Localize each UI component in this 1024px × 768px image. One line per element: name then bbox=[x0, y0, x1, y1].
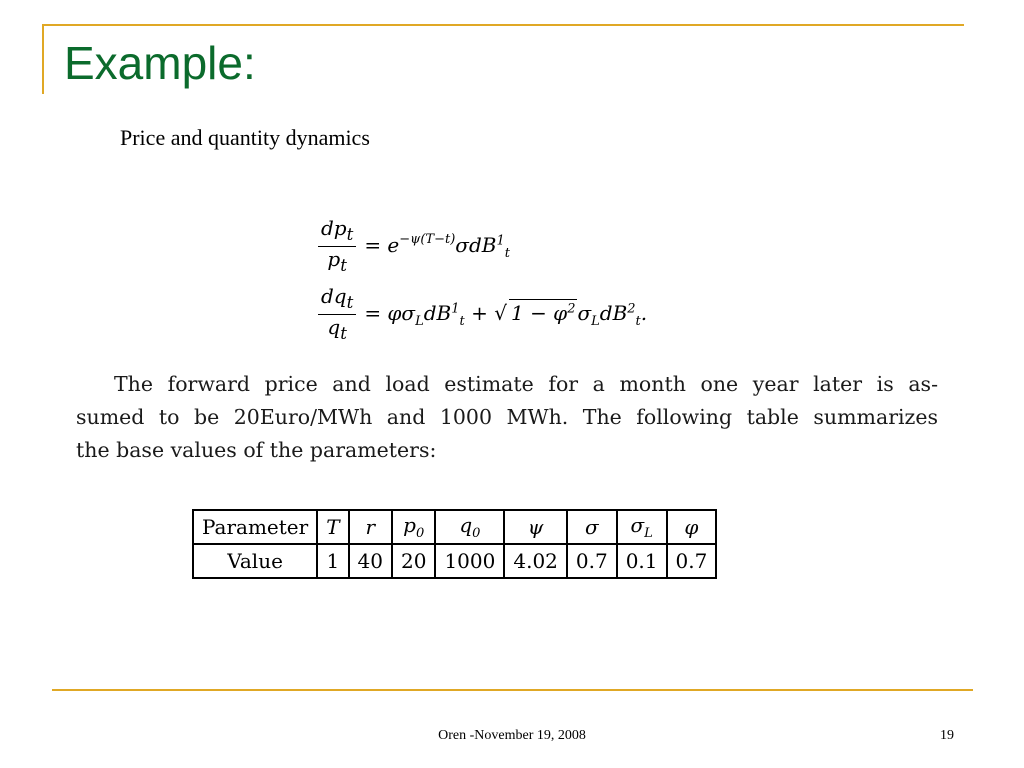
table-header-label: Parameter bbox=[193, 510, 317, 544]
table-header-row bbox=[193, 510, 716, 544]
description-paragraph bbox=[76, 368, 938, 467]
quantity-fraction: $\frac{dq_t}{q_t}$ bbox=[318, 284, 356, 345]
table-cell: ψ bbox=[504, 510, 567, 544]
table-value-row bbox=[193, 544, 716, 578]
price-fraction: $\frac{dp_t}{p_t}$ bbox=[318, 216, 356, 277]
table-cell: $\sigma_L$ bbox=[617, 510, 667, 544]
table-cell: 20 bbox=[392, 544, 435, 578]
table-cell: φ bbox=[667, 510, 717, 544]
table-cell: 0.7 bbox=[567, 544, 617, 578]
equation-price bbox=[318, 212, 647, 280]
table-cell: T bbox=[317, 510, 348, 544]
slide-title: Example: bbox=[64, 37, 256, 89]
sqrt-icon: √ bbox=[494, 301, 507, 325]
table-cell: 40 bbox=[349, 544, 392, 578]
page-number: 19 bbox=[940, 728, 954, 743]
table-cell: 0.1 bbox=[617, 544, 667, 578]
parameter-table bbox=[192, 509, 717, 579]
footer-accent-line bbox=[52, 689, 973, 691]
slide-subtitle: Price and quantity dynamics bbox=[120, 125, 370, 150]
footer-text: Oren -November 19, 2008 bbox=[438, 728, 586, 743]
table-cell: $q_0$ bbox=[435, 510, 504, 544]
paragraph-line: the base values of the parameters: bbox=[76, 438, 437, 462]
paragraph-line: The forward price and load estimate for a month one year later is as- bbox=[114, 372, 938, 396]
paragraph-line: sumed to be 20Euro/MWh and 1000 MWh. The following table summarizes bbox=[76, 405, 938, 429]
table-cell: 1 bbox=[317, 544, 348, 578]
table-cell: $p_0$ bbox=[392, 510, 435, 544]
top-accent-line bbox=[42, 24, 964, 26]
table-value-label: Value bbox=[193, 544, 317, 578]
table-cell: σ bbox=[567, 510, 617, 544]
equation-block bbox=[318, 212, 647, 348]
table-cell: 0.7 bbox=[667, 544, 717, 578]
table-cell: r bbox=[349, 510, 392, 544]
table-cell: 4.02 bbox=[504, 544, 567, 578]
price-rhs: = $e^{-\psi(T-t)}\sigma dB^1_t$ bbox=[364, 231, 510, 261]
equation-quantity bbox=[318, 280, 647, 348]
table-cell: 1000 bbox=[435, 544, 504, 578]
quantity-rhs: = $\varphi\sigma_LdB^1_t$ + √ $1 - \varphi^2$ $\sigma_LdB^2_t$. bbox=[364, 301, 648, 329]
left-accent-line bbox=[42, 24, 44, 94]
